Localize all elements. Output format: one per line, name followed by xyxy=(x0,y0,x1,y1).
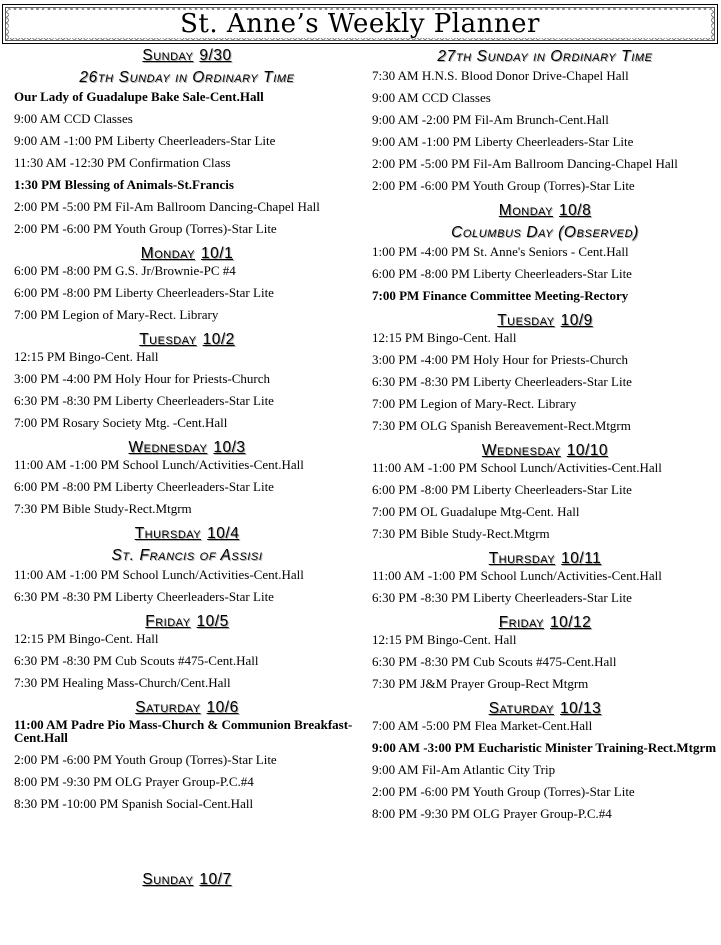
feast-title: 26th Sunday in Ordinary Time xyxy=(79,69,295,86)
day-heading xyxy=(14,244,360,264)
day-heading xyxy=(372,201,718,221)
right-column xyxy=(372,45,718,829)
event-item: 7:30 AM H.N.S. Blood Donor Drive-Chapel Hall xyxy=(372,68,629,83)
event-item: 6:30 PM -8:30 PM Liberty Cheerleaders-Star Lite xyxy=(14,393,274,408)
event-item: 7:30 PM OLG Spanish Bereavement-Rect.Mtgrm xyxy=(372,418,631,433)
event-item: 11:00 AM -1:00 PM School Lunch/Activities-Cent.Hall xyxy=(372,568,662,583)
event-item: 1:00 PM -4:00 PM St. Anne's Seniors - Cent.Hall xyxy=(372,244,629,259)
day-date: 10/8 xyxy=(559,202,592,219)
event-item: 6:30 PM -8:30 PM Cub Scouts #475-Cent.Hall xyxy=(372,654,617,669)
day-date: 10/11 xyxy=(561,550,602,567)
event-item: Our Lady of Guadalupe Bake Sale-Cent.Hall xyxy=(14,89,264,104)
event-item: 7:00 PM OL Guadalupe Mtg-Cent. Hall xyxy=(372,504,580,519)
day-heading xyxy=(14,870,360,890)
title-banner xyxy=(2,4,718,44)
event-item: 7:30 PM Bible Study-Rect.Mtgrm xyxy=(14,501,192,516)
event-item: 11:00 AM -1:00 PM School Lunch/Activities-Cent.Hall xyxy=(372,460,662,475)
event-item: 3:00 PM -4:00 PM Holy Hour for Priests-Church xyxy=(14,371,271,386)
event-item: 12:15 PM Bingo-Cent. Hall xyxy=(14,349,159,364)
event-item: 6:00 PM -8:00 PM Liberty Cheerleaders-Star Lite xyxy=(372,266,632,281)
event-item: 9:00 AM -1:00 PM Liberty Cheerleaders-Star Lite xyxy=(14,133,276,148)
event-item: 6:00 PM -8:00 PM Liberty Cheerleaders-Star Lite xyxy=(14,285,274,300)
day-date: 10/13 xyxy=(559,700,602,717)
feast-title: St. Francis of Assisi xyxy=(111,547,263,564)
event-item: 7:00 PM Legion of Mary-Rect. Library xyxy=(14,307,219,322)
event-item: 9:00 AM -3:00 PM Eucharistic Minister Training-Rect.Mtgrm xyxy=(372,740,717,755)
day-name: Sunday xyxy=(142,47,194,64)
feast-title: 27th Sunday in Ordinary Time xyxy=(437,48,653,65)
event-item: 2:00 PM -6:00 PM Youth Group (Torres)-Star Lite xyxy=(14,221,277,236)
event-item: 7:00 AM -5:00 PM Flea Market-Cent.Hall xyxy=(372,718,593,733)
feast-title: Columbus Day (Observed) xyxy=(451,224,639,241)
event-item: 9:00 AM Fil-Am Atlantic City Trip xyxy=(372,762,556,777)
event-item: 11:30 AM -12:30 PM Confirmation Class xyxy=(14,155,231,170)
day-date: 10/1 xyxy=(201,245,234,262)
day-date: 10/7 xyxy=(199,871,232,888)
day-heading xyxy=(372,441,718,461)
day-heading xyxy=(372,311,718,331)
event-item: 6:00 PM -8:00 PM G.S. Jr/Brownie-PC #4 xyxy=(14,263,236,278)
event-item: 2:00 PM -6:00 PM Youth Group (Torres)-Star Lite xyxy=(14,752,277,767)
event-item: 8:00 PM -9:30 PM OLG Prayer Group-P.C.#4 xyxy=(372,806,612,821)
event-item: 6:30 PM -8:30 PM Liberty Cheerleaders-Star Lite xyxy=(372,374,632,389)
event-item: 7:30 PM J&M Prayer Group-Rect Mtgrm xyxy=(372,676,589,691)
event-item: 12:15 PM Bingo-Cent. Hall xyxy=(372,330,517,345)
event-item: 11:00 AM Padre Pio Mass-Church & Communion Breakfast- Cent.Hall xyxy=(14,717,353,745)
day-name: Monday xyxy=(140,245,196,262)
event-item: 8:30 PM -10:00 PM Spanish Social-Cent.Hall xyxy=(14,796,254,811)
event-item: 9:00 AM -1:00 PM Liberty Cheerleaders-Star Lite xyxy=(372,134,634,149)
day-heading xyxy=(14,438,360,458)
day-name: Friday xyxy=(498,614,544,631)
event-item: 12:15 PM Bingo-Cent. Hall xyxy=(372,632,517,647)
event-item: 7:00 PM Rosary Society Mtg. -Cent.Hall xyxy=(14,415,228,430)
event-item: 7:30 PM Bible Study-Rect.Mtgrm xyxy=(372,526,550,541)
event-item: 9:00 AM CCD Classes xyxy=(14,111,133,126)
event-item: 6:00 PM -8:00 PM Liberty Cheerleaders-Star Lite xyxy=(14,479,274,494)
day-name: Friday xyxy=(145,613,191,630)
day-date: 10/6 xyxy=(206,699,239,716)
day-name: Sunday xyxy=(142,871,194,888)
event-item: 6:30 PM -8:30 PM Cub Scouts #475-Cent.Hall xyxy=(14,653,259,668)
day-date: 10/10 xyxy=(566,442,609,459)
event-item: 12:15 PM Bingo-Cent. Hall xyxy=(14,631,159,646)
page-title: St. Anne’s Weekly Planner xyxy=(180,9,540,39)
day-heading xyxy=(372,613,718,633)
event-item: 1:30 PM Blessing of Animals-St.Francis xyxy=(14,177,234,192)
event-item: 8:00 PM -9:30 PM OLG Prayer Group-P.C.#4 xyxy=(14,774,254,789)
event-item: 2:00 PM -5:00 PM Fil-Am Ballroom Dancing-Chapel Hall xyxy=(14,199,320,214)
day-date: 10/2 xyxy=(202,331,235,348)
day-date: 10/3 xyxy=(213,439,246,456)
title-inner xyxy=(9,10,711,38)
event-item: 7:00 PM Legion of Mary-Rect. Library xyxy=(372,396,577,411)
event-item: 2:00 PM -6:00 PM Youth Group (Torres)-Star Lite xyxy=(372,178,635,193)
day-name: Monday xyxy=(498,202,554,219)
event-item: 6:30 PM -8:30 PM Liberty Cheerleaders-Star Lite xyxy=(372,590,632,605)
day-name: Thursday xyxy=(134,525,202,542)
day-name: Tuesday xyxy=(139,331,197,348)
day-date: 10/4 xyxy=(207,525,240,542)
day-heading xyxy=(372,549,718,569)
event-item: 2:00 PM -5:00 PM Fil-Am Ballroom Dancing-Chapel Hall xyxy=(372,156,678,171)
day-heading xyxy=(372,699,718,719)
day-date: 10/5 xyxy=(196,613,229,630)
day-heading xyxy=(14,46,360,66)
day-date: 10/9 xyxy=(560,312,593,329)
event-item: 11:00 AM -1:00 PM School Lunch/Activities-Cent.Hall xyxy=(14,457,304,472)
event-item: 2:00 PM -6:00 PM Youth Group (Torres)-Star Lite xyxy=(372,784,635,799)
event-item: 11:00 AM -1:00 PM School Lunch/Activities-Cent.Hall xyxy=(14,567,304,582)
day-heading xyxy=(14,330,360,350)
day-heading xyxy=(14,698,360,718)
day-name: Wednesday xyxy=(128,439,208,456)
day-heading xyxy=(14,524,360,544)
day-name: Thursday xyxy=(488,550,556,567)
left-column xyxy=(14,45,360,890)
spacer xyxy=(14,819,360,869)
day-name: Saturday xyxy=(135,699,201,716)
day-name: Saturday xyxy=(488,700,554,717)
day-date: 9/30 xyxy=(199,47,232,64)
day-date: 10/12 xyxy=(549,614,592,631)
event-item: 7:30 PM Healing Mass-Church/Cent.Hall xyxy=(14,675,231,690)
event-item: 6:00 PM -8:00 PM Liberty Cheerleaders-Star Lite xyxy=(372,482,632,497)
event-item: 9:00 AM CCD Classes xyxy=(372,90,491,105)
event-item: 9:00 AM -2:00 PM Fil-Am Brunch-Cent.Hall xyxy=(372,112,609,127)
event-item: 7:00 PM Finance Committee Meeting-Rectory xyxy=(372,288,629,303)
day-name: Wednesday xyxy=(481,442,561,459)
event-item: 6:30 PM -8:30 PM Liberty Cheerleaders-Star Lite xyxy=(14,589,274,604)
day-name: Tuesday xyxy=(497,312,555,329)
event-item: 3:00 PM -4:00 PM Holy Hour for Priests-Church xyxy=(372,352,629,367)
day-heading xyxy=(14,612,360,632)
